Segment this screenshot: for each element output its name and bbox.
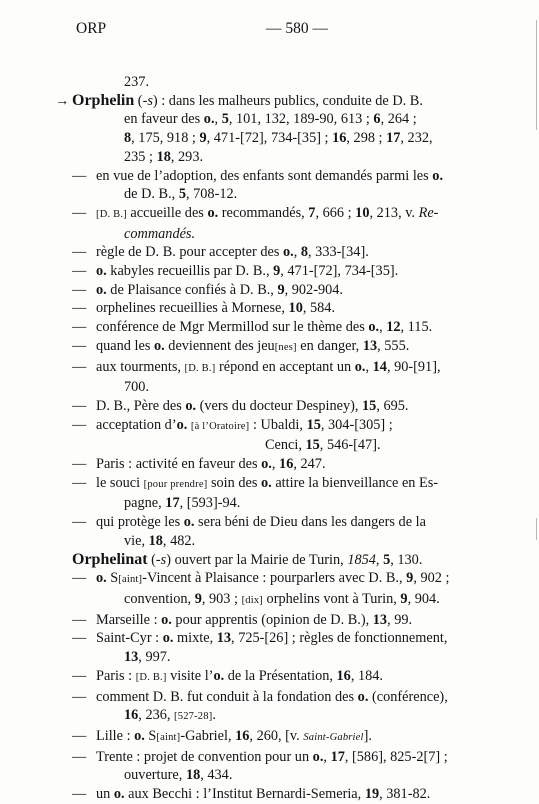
- text-run: [à l’Oratoire]: [190, 420, 250, 432]
- text-run: o.: [432, 167, 444, 184]
- text-run: : Ubaldi,: [249, 416, 307, 433]
- text-run: , 708-12.: [185, 186, 238, 203]
- headword: Orphelinat: [72, 550, 148, 568]
- text-run: o.: [113, 786, 125, 803]
- text-run: qui protège les: [96, 514, 184, 531]
- text-run: [D. B.]: [135, 671, 167, 683]
- text-run: Trente : projet de convention pour un: [96, 748, 313, 765]
- text-run: règle de D. B. pour accepter des: [96, 244, 283, 261]
- text-run: 13: [216, 630, 232, 647]
- index-entry-line: [72, 494, 484, 513]
- text-run: commandés.: [124, 225, 196, 242]
- text-run: , 260,: [249, 727, 286, 744]
- entry-dash: —: [72, 416, 87, 433]
- entry-dash: —: [72, 319, 87, 336]
- index-entry-line: [72, 590, 484, 611]
- index-entry-line: [72, 110, 484, 129]
- text-run: s: [160, 551, 167, 568]
- text-run: mixte,: [173, 630, 217, 647]
- text-run: , 304-[305] ;: [320, 416, 393, 433]
- text-run: 9: [400, 590, 408, 607]
- text-run: acceptation d’: [96, 416, 177, 433]
- index-entry-line: [72, 474, 484, 495]
- text-run: kabyles recueillis par D. B.,: [106, 263, 274, 280]
- entry-dash: —: [72, 300, 87, 317]
- text-run: .: [212, 707, 216, 724]
- text-run: , 997.: [138, 649, 171, 666]
- index-entry-line: [72, 318, 484, 337]
- text-run: 7: [308, 204, 316, 221]
- text-run: 17: [386, 130, 401, 147]
- index-entry-line: [72, 281, 484, 300]
- text-run: o.: [153, 337, 165, 354]
- text-run: o.: [96, 570, 107, 587]
- text-run: 10: [355, 204, 370, 221]
- text-run: comment D. B. fut conduit à la fondation des: [96, 688, 358, 705]
- text-run: convention,: [124, 590, 195, 607]
- text-run: Paris : activité en faveur des: [96, 456, 262, 473]
- index-entry-line: [72, 262, 484, 281]
- text-run: 8: [300, 244, 309, 261]
- text-run: 16: [332, 130, 347, 147]
- text-run: orphelins vont à Turin,: [262, 590, 401, 607]
- text-run: , 232,: [400, 130, 433, 147]
- entry-dash: —: [72, 570, 87, 587]
- index-entry-line: [72, 667, 484, 688]
- text-run: le souci: [96, 474, 144, 491]
- index-entry-line: [72, 785, 484, 804]
- text-run: (vers du docteur Despiney),: [196, 397, 363, 414]
- running-header: [76, 20, 476, 42]
- text-run: pour apprentis (opinion de D. B.),: [171, 611, 373, 628]
- text-run: 9: [406, 570, 414, 587]
- index-entry-line: [72, 416, 484, 437]
- text-run: 15: [306, 416, 321, 433]
- text-run: , 471-[72], 734-[35].: [280, 263, 399, 280]
- text-run: Marseille :: [96, 611, 162, 628]
- text-run: o.: [213, 667, 225, 684]
- text-run: [pour prendre]: [143, 478, 208, 490]
- text-run: o.: [183, 514, 195, 531]
- index-entry-line: [72, 129, 484, 148]
- text-run: 5: [383, 551, 391, 568]
- text-run: conférence de Mgr Mermillod sur le thème des: [96, 319, 369, 336]
- text-run: [aint]: [118, 574, 143, 586]
- header-left: ORP: [76, 20, 107, 37]
- index-entry-line: [72, 337, 484, 358]
- index-headword-line: [72, 551, 484, 570]
- text-run: -Gabriel,: [180, 727, 236, 744]
- text-run: , 381-82.: [379, 786, 431, 803]
- text-run: de la Présentation,: [224, 667, 337, 684]
- text-run: de D. B.,: [124, 186, 179, 203]
- text-run: o.: [134, 727, 145, 744]
- text-run: (-: [134, 92, 148, 109]
- index-headword-line: [55, 91, 484, 111]
- text-run: 1854: [347, 551, 376, 568]
- entry-dash: —: [72, 244, 87, 261]
- index-entry-line: [72, 167, 484, 186]
- text-run: 9: [194, 590, 202, 607]
- index-entry-line: [72, 688, 484, 707]
- text-run: 700.: [124, 379, 150, 396]
- page-number: — 580 —: [266, 20, 328, 37]
- text-run: 13: [124, 649, 139, 666]
- text-run: orphelines recueillies à Mornese,: [96, 300, 289, 317]
- text-run: 12: [386, 319, 401, 336]
- text-run: o.: [96, 263, 107, 280]
- index-entry-line: [72, 225, 484, 244]
- index-entry-line: [72, 73, 484, 92]
- entry-dash: —: [72, 727, 87, 744]
- text-run: S: [106, 570, 119, 587]
- text-run: ,: [293, 244, 301, 261]
- text-run: sera béni de Dieu dans les dangers de la: [194, 514, 426, 531]
- text-run: , 725-[26] ; règles de fonctionnement,: [231, 630, 448, 647]
- text-run: 16: [336, 667, 351, 684]
- text-run: o.: [312, 748, 324, 765]
- entry-dash: —: [72, 397, 87, 414]
- text-run: D. B., Père des: [96, 397, 186, 414]
- text-run: 6: [373, 111, 381, 128]
- text-run: , 101, 132, 189-90, 613 ;: [228, 111, 374, 128]
- text-run: , 546-[47].: [319, 437, 381, 454]
- entry-dash: —: [72, 786, 87, 803]
- entry-dash: —: [72, 688, 87, 705]
- text-run: ) : dans les malheurs publics, conduite de D. B.: [152, 92, 423, 109]
- text-run: , 298 ;: [346, 130, 387, 147]
- text-run: , 482.: [162, 532, 196, 549]
- text-run: , 695.: [376, 397, 409, 414]
- text-run: 16: [124, 707, 139, 724]
- text-run: ,: [379, 319, 387, 336]
- text-run: 5: [178, 186, 186, 203]
- index-entries: [55, 73, 484, 804]
- text-run: o.: [203, 111, 215, 128]
- text-run: , 184.: [350, 667, 383, 684]
- text-run: [dix]: [241, 594, 263, 606]
- text-run: , 471-[72], 734-[35] ;: [206, 130, 333, 147]
- text-run: Re-: [418, 204, 439, 221]
- arrow-icon: →: [55, 92, 70, 109]
- text-run: o.: [261, 474, 272, 491]
- entry-dash: —: [72, 630, 87, 647]
- text-run: [v.: [285, 727, 304, 744]
- text-run: un: [96, 786, 114, 803]
- text-run: Lille :: [96, 727, 135, 744]
- text-run: (conférence),: [368, 688, 448, 705]
- text-run: deviennent des jeu: [164, 337, 275, 354]
- text-run: , 213, v.: [369, 204, 419, 221]
- text-run: o.: [357, 688, 369, 705]
- text-run: 18: [148, 532, 163, 549]
- text-run: , 333-[34].: [308, 244, 369, 261]
- text-run: o.: [185, 397, 197, 414]
- text-run: 15: [362, 397, 377, 414]
- entry-dash: —: [72, 167, 87, 184]
- text-run: ) ouvert par la Mairie de Turin,: [166, 551, 348, 568]
- text-run: ouverture,: [124, 767, 186, 784]
- text-run: o.: [96, 281, 107, 298]
- text-run: , 90-[91],: [386, 358, 441, 375]
- text-run: o.: [282, 244, 294, 261]
- text-run: Saint-Cyr :: [96, 630, 163, 647]
- text-run: en faveur des: [124, 111, 204, 128]
- text-run: , 175, 918 ;: [131, 130, 200, 147]
- index-entry-line: [72, 455, 484, 474]
- index-entry-line: [72, 378, 484, 397]
- text-run: 17: [165, 495, 180, 512]
- text-run: , 115.: [400, 319, 433, 336]
- text-run: 16: [235, 727, 250, 744]
- text-run: , 130.: [390, 551, 423, 568]
- text-run: 9: [273, 263, 281, 280]
- text-run: o.: [207, 204, 219, 221]
- text-run: Saint-Gabriel: [303, 731, 364, 743]
- page-edge-mark: [536, 518, 537, 540]
- text-run: 9: [277, 281, 285, 298]
- text-run: , 584.: [302, 300, 336, 317]
- text-run: o.: [368, 319, 380, 336]
- index-entry-line: [72, 748, 484, 767]
- entry-dash: —: [72, 337, 87, 354]
- text-run: pagne,: [124, 495, 166, 512]
- index-entry-line: [72, 727, 484, 748]
- page-edge-mark: [536, 20, 537, 130]
- text-run: soin des: [207, 474, 262, 491]
- headword: Orphelin: [72, 91, 135, 109]
- text-run: 18: [156, 148, 171, 165]
- text-run: [D. B.]: [96, 208, 127, 220]
- text-run: en vue de l’adoption, des enfants sont demandés parmi les: [96, 167, 433, 184]
- text-run: , 904.: [407, 590, 440, 607]
- text-run: 19: [364, 786, 380, 803]
- index-entry-line: [72, 766, 484, 785]
- index-entry-line: [72, 611, 484, 630]
- text-run: de Plaisance confiés à D. B.,: [106, 281, 278, 298]
- text-run: accueille des: [126, 204, 208, 221]
- entry-dash: —: [72, 667, 87, 684]
- text-run: [527-28]: [174, 711, 213, 723]
- index-entry-line: [72, 513, 484, 532]
- index-entry-line: [72, 358, 484, 379]
- text-run: , 903 ;: [201, 590, 242, 607]
- text-run: ,: [214, 111, 222, 128]
- entry-dash: —: [72, 281, 87, 298]
- text-run: o.: [176, 416, 188, 433]
- index-entry-line: [72, 299, 484, 318]
- text-run: Paris :: [96, 667, 136, 684]
- text-run: 17: [330, 748, 345, 765]
- text-run: ,: [323, 748, 331, 765]
- index-entry-line: [72, 243, 484, 262]
- text-run: visite l’: [166, 667, 214, 684]
- text-run: , 264 ;: [380, 111, 417, 128]
- index-entry-line: [72, 648, 484, 667]
- text-run: , 236,: [138, 707, 175, 724]
- index-entry-line: [72, 532, 484, 551]
- text-run: o.: [162, 630, 174, 647]
- text-run: répond en acceptant un: [215, 358, 355, 375]
- text-run: , 293.: [170, 148, 204, 165]
- index-entry-line: [72, 569, 484, 590]
- text-run: Cenci,: [265, 437, 306, 454]
- text-run: o.: [261, 456, 272, 473]
- text-run: , 902 ;: [413, 570, 450, 587]
- text-run: 13: [372, 611, 388, 628]
- text-run: en danger,: [296, 337, 363, 354]
- text-run: 9: [199, 130, 207, 147]
- text-run: 10: [288, 300, 303, 317]
- index-entry-line: [72, 148, 484, 167]
- text-run: , 555.: [377, 337, 410, 354]
- text-run: aux tourments,: [96, 358, 185, 375]
- text-run: vie,: [124, 532, 149, 549]
- text-run: quand les: [96, 337, 154, 354]
- text-run: [D. B.]: [184, 362, 216, 374]
- entry-dash: —: [72, 474, 87, 491]
- text-run: ,: [365, 358, 373, 375]
- text-run: ].: [363, 727, 373, 744]
- text-run: o.: [354, 358, 366, 375]
- text-run: 235 ;: [124, 148, 157, 165]
- text-run: aux Becchi : l’Institut Bernardi-Semeria,: [124, 786, 365, 803]
- text-run: , 902-904.: [284, 281, 343, 298]
- text-run: 237.: [124, 74, 150, 90]
- text-run: 16: [279, 456, 294, 473]
- index-entry-line: [72, 706, 484, 727]
- entry-dash: —: [72, 514, 87, 531]
- text-run: , 434.: [200, 767, 233, 784]
- index-entry-line: [72, 629, 484, 648]
- text-run: recommandés,: [218, 204, 309, 221]
- index-entry-line: [72, 397, 484, 416]
- text-run: attire la bienveillance en Es-: [271, 474, 439, 491]
- text-run: [aint]: [156, 731, 181, 743]
- text-run: , [593]-94.: [179, 495, 241, 512]
- text-run: 13: [362, 337, 378, 354]
- entry-dash: —: [72, 263, 87, 280]
- index-entry-line: [72, 204, 484, 225]
- text-run: ,: [271, 456, 280, 473]
- entry-dash: —: [72, 456, 87, 473]
- text-run: 8: [124, 130, 132, 147]
- text-run: , 99.: [387, 611, 413, 628]
- entry-dash: —: [72, 611, 87, 628]
- text-run: [nes]: [274, 341, 297, 353]
- entry-dash: —: [72, 204, 87, 221]
- index-entry-line: [72, 185, 484, 204]
- text-run: ,: [375, 551, 384, 568]
- text-run: , [586], 825-2[7] ;: [344, 748, 448, 765]
- text-run: S: [144, 727, 157, 744]
- text-run: , 247.: [293, 456, 326, 473]
- text-run: 15: [305, 437, 320, 454]
- text-run: , 666 ;: [315, 204, 356, 221]
- text-run: (-: [147, 551, 161, 568]
- text-run: s: [147, 92, 153, 109]
- index-entry-line: [72, 436, 484, 455]
- text-run: 18: [185, 767, 201, 784]
- entry-dash: —: [72, 358, 87, 375]
- text-run: 5: [221, 111, 229, 128]
- entry-dash: —: [72, 748, 87, 765]
- text-run: -Vincent à Plaisance : pourparlers avec D. B.,: [142, 570, 407, 587]
- text-run: 14: [372, 358, 387, 375]
- text-run: o.: [161, 611, 172, 628]
